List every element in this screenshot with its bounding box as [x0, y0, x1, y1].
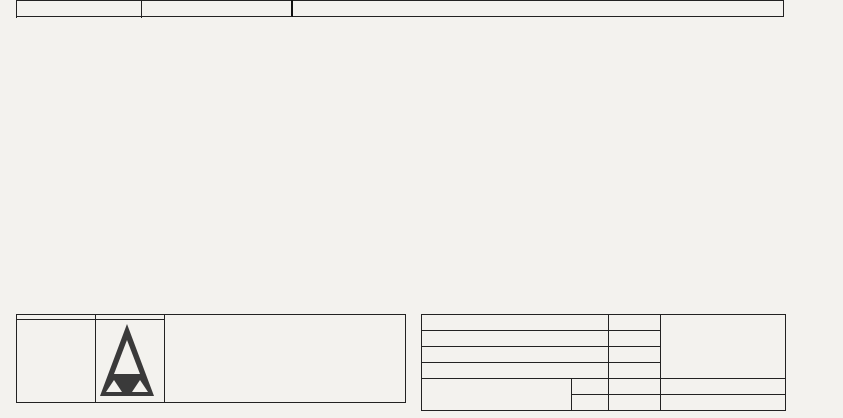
header-seismic-grade: [142, 1, 292, 17]
coef-condition: [422, 379, 572, 411]
coef-value: [609, 347, 661, 363]
coef-note: [661, 379, 786, 395]
coef-value: [609, 363, 661, 379]
coef-note: [661, 395, 786, 411]
coef-value: [609, 395, 661, 411]
coef-table: [421, 314, 786, 411]
coef-header-condition: [422, 315, 609, 331]
anchor-formula-table: [16, 314, 406, 403]
header-rebar-type: [17, 1, 142, 17]
anchorage-length-table: [16, 0, 784, 17]
watermark-triangle-icon: [98, 322, 156, 398]
coef-row: [422, 379, 786, 395]
coef-sub: [571, 395, 609, 411]
formula-non-seismic: [17, 320, 96, 403]
coef-sub: [571, 379, 609, 395]
header-concrete-grade: [292, 1, 784, 17]
coef-condition: [422, 363, 609, 379]
coef-header-zeta: [609, 315, 661, 331]
coef-dash: [661, 315, 786, 379]
anchor-notes: [165, 315, 406, 403]
coef-value: [609, 379, 661, 395]
bottom-section: [16, 292, 786, 418]
coef-condition: [422, 331, 609, 347]
coef-value: [609, 331, 661, 347]
coef-header-row: [422, 315, 786, 331]
formula-seismic: [96, 320, 165, 403]
side-tab-strip: [787, 0, 843, 418]
coef-condition: [422, 347, 609, 363]
